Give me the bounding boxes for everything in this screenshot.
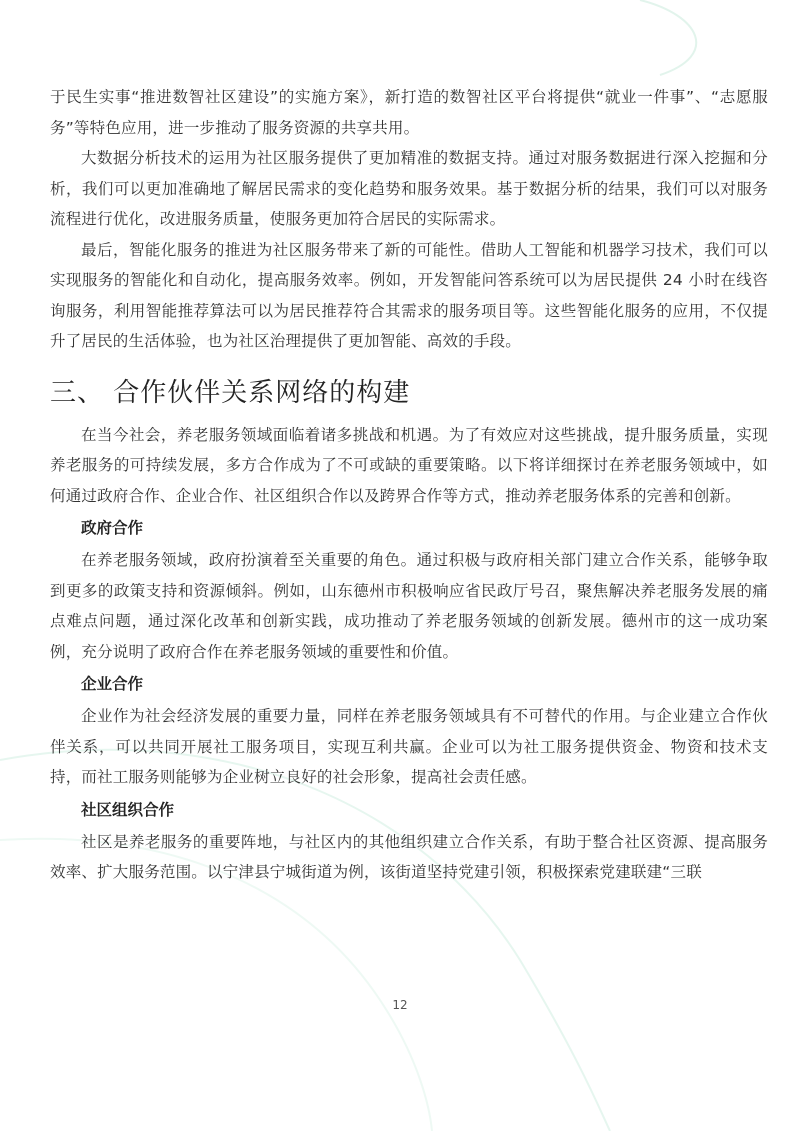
subheading-community: 社区组织合作	[81, 800, 175, 819]
subheading-government: 政府合作	[81, 519, 144, 537]
paragraph-3: 最后，智能化服务的推进为社区服务带来了新的可能性。借助人工智能和机器学习技术，我们可以实现服务的智能化和自动化，提高服务效率。例如，开发智能问答系统可以为居民提供 24 小时在线咨询服务，利用智能推荐算法可以为居民推荐符合其需求的服务项目等。这些智能化服务的应用，不仅提升了居民的生活体验，也为社区治理提供了更加智能、高效的手段。	[50, 240, 768, 350]
document-body	[50, 82, 768, 888]
page-number: 12	[392, 998, 408, 1012]
paragraph-5: 在养老服务领域，政府扮演着至关重要的角色。通过积极与政府相关部门建立合作关系，能够争取到更多的政策支持和资源倾斜。例如，山东德州市积极响应省民政厅号召，聚焦解决养老服务发展的痛点难点问题，通过深化改革和创新实践，成功推动了养老服务领域的创新发展。德州市的这一成功案例，充分说明了政府合作在养老服务领域的重要性和价值。	[50, 551, 768, 661]
section-heading: 三、 合作伙伴关系网络的构建	[50, 377, 411, 408]
paragraph-7: 社区是养老服务的重要阵地，与社区内的其他组织建立合作关系，有助于整合社区资源、提高服务效率、扩大服务范围。以宁津县宁城街道为例，该街道坚持党建引领，积极探索党建联建“三联	[50, 832, 768, 881]
paragraph-4: 在当今社会，养老服务领域面临着诸多挑战和机遇。为了有效应对这些挑战，提升服务质量，实现养老服务的可持续发展，多方合作成为了不可或缺的重要策略。以下将详细探讨在养老服务领域中，如何通过政府合作、企业合作、社区组织合作以及跨界合作等方式，推动养老服务体系的完善和创新。	[50, 425, 768, 505]
paragraph-6: 企业作为社会经济发展的重要力量，同样在养老服务领域具有不可替代的作用。与企业建立合作伙伴关系，可以共同开展社工服务项目，实现互利共赢。企业可以为社工服务提供资金、物资和技术支持，而社工服务则能够为企业树立良好的社会形象，提高社会责任感。	[50, 707, 768, 786]
paragraph-2: 大数据分析技术的运用为社区服务提供了更加精准的数据支持。通过对服务数据进行深入挖掘和分析，我们可以更加准确地了解居民需求的变化趋势和服务效果。基于数据分析的结果，我们可以对服务流程进行优化，改进服务质量，使服务更加符合居民的实际需求。	[50, 149, 768, 228]
paragraph-1: 于民生实事“推进数智社区建设”的实施方案》，新打造的数智社区平台将提供“就业一件事”、“志愿服务”等特色应用，进一步推动了服务资源的共享共用。	[50, 88, 768, 137]
subheading-enterprise: 企业合作	[81, 675, 144, 693]
top-right-curve	[640, 0, 696, 75]
